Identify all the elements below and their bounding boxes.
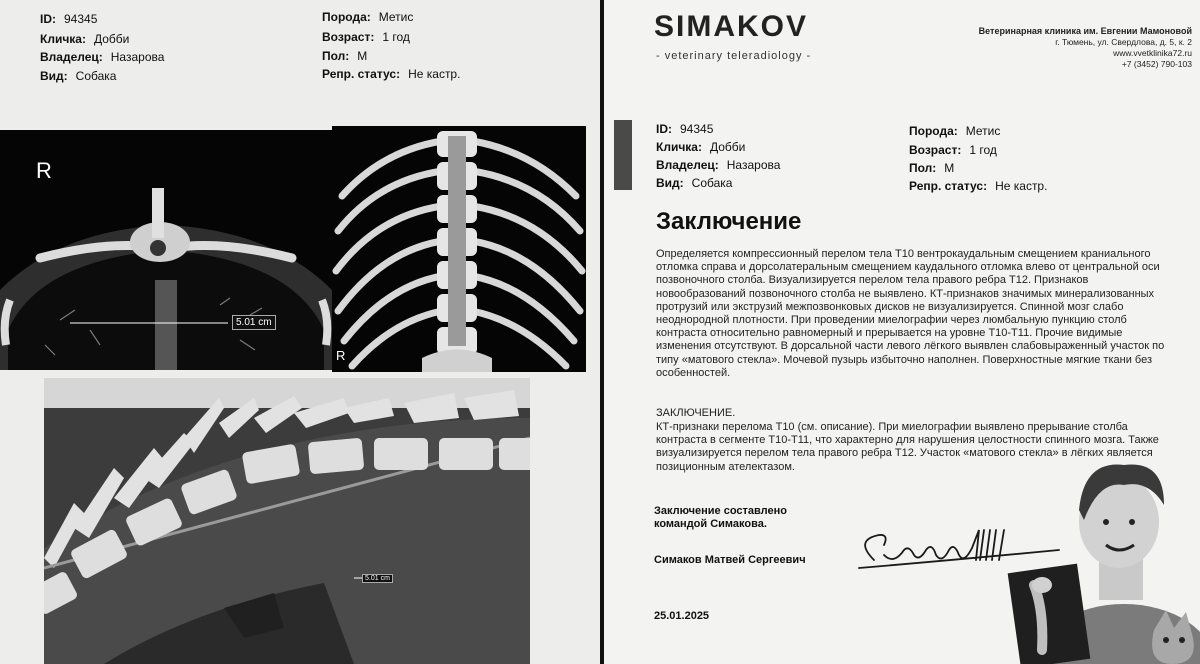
- patient-owner: Владелец: Назарова: [656, 158, 781, 172]
- patient-repro-status: Репр. статус: Не кастр.: [909, 179, 1048, 193]
- sagittal-measurement-label: 5.01 cm: [362, 574, 393, 583]
- clinic-info: [979, 26, 1192, 70]
- patient-sex: Пол: М: [909, 161, 955, 175]
- patient-name: Кличка: Добби: [40, 32, 130, 46]
- doctor-illustration: [934, 450, 1200, 664]
- patient-age: Возраст: 1 год: [322, 30, 410, 44]
- conclusion-label: ЗАКЛЮЧЕНИЕ.: [656, 407, 736, 419]
- compiled-by-line2: командой Симакова.: [654, 518, 767, 530]
- clinic-address: г. Тюмень, ул. Свердлова, д. 5, к. 2: [1055, 37, 1192, 47]
- patient-name: Кличка: Добби: [656, 140, 746, 154]
- patient-id: ID: 94345: [656, 122, 714, 136]
- patient-age: Возраст: 1 год: [909, 143, 997, 157]
- 3d-spine-image: [332, 126, 586, 372]
- sagittal-myelography-scan: [44, 378, 530, 664]
- axial-side-marker: R: [36, 158, 52, 183]
- conclusion-text: КТ-признаки перелома Т10 (см. описание). При миелографии выявлено прерывание столба контраста в сегменте Т10-Т11, что характерно для нарушения целостности спинного мозга. Также визуализируется перелом тела правого ребра Т12. Участок «матового стекла» в лёгких является позиционным ателектазом.: [656, 421, 1159, 473]
- findings-text: Определяется компрессионный перелом тела Т10 вентрокаудальным смещением краниального отломка справа и дорсолатеральным смещением каудального отломка влево от центральной оси позвоночного столба. Визуализируется перелом тела правого ребра Т12. Признаков новообразований позвоночного столба не выявлено. КТ-признаков значимых минерализованных протрузий или экструзий межпозвонковых дисков не визуализируется. Спинной мозг слабо неоднородной плотности. При проведении миелографии через люмбальную пункцию столб контраста относительно равномерный и прерывается на уровне Т10-Т11. Прочие видимые изменения отсутствуют. В дорсальной части левого лёгкого выявлен слабовыраженный участок по типу «матового стекла». Мочевой пузырь избыточно наполнен. Поверхностные мягкие ткани без особенностей.: [656, 248, 1165, 379]
- patient-owner: Владелец: Назарова: [40, 50, 165, 64]
- patient-sex: Пол: М: [322, 49, 368, 63]
- patient-breed: Порода: Метис: [909, 124, 1001, 138]
- patient-species: Вид: Собака: [40, 69, 117, 83]
- doctor-name: Симаков Матвей Сергеевич: [654, 554, 806, 566]
- right-report-page: [604, 0, 1200, 664]
- report-date: 25.01.2025: [654, 610, 710, 622]
- simakov-logo: SIMAKOV: [654, 10, 809, 43]
- logo-subtitle: - veterinary teleradiology -: [656, 50, 812, 62]
- patient-id: ID: 94345: [40, 12, 98, 26]
- clinic-website: www.vvetklinika72.ru: [1113, 48, 1192, 58]
- clinic-phone: +7 (3452) 790-103: [1121, 59, 1192, 69]
- patient-breed: Порода: Метис: [322, 10, 414, 24]
- report-heading: Заключение: [656, 208, 802, 235]
- sagittal-spine-image: [44, 378, 530, 664]
- render-side-marker: R: [336, 348, 346, 363]
- patient-species: Вид: Собака: [656, 176, 733, 190]
- patient-repro-status: Репр. статус: Не кастр.: [322, 67, 461, 81]
- compiled-by-line1: Заключение составлено: [654, 505, 787, 517]
- axial-measurement-label: 5.01 cm: [232, 315, 276, 330]
- 3d-spine-rendering: [332, 126, 586, 372]
- axial-ct-scan: [0, 130, 332, 370]
- page-marker-bar: [614, 120, 632, 190]
- clinic-name: Ветеринарная клиника им. Евгении Мамоновой: [978, 26, 1192, 36]
